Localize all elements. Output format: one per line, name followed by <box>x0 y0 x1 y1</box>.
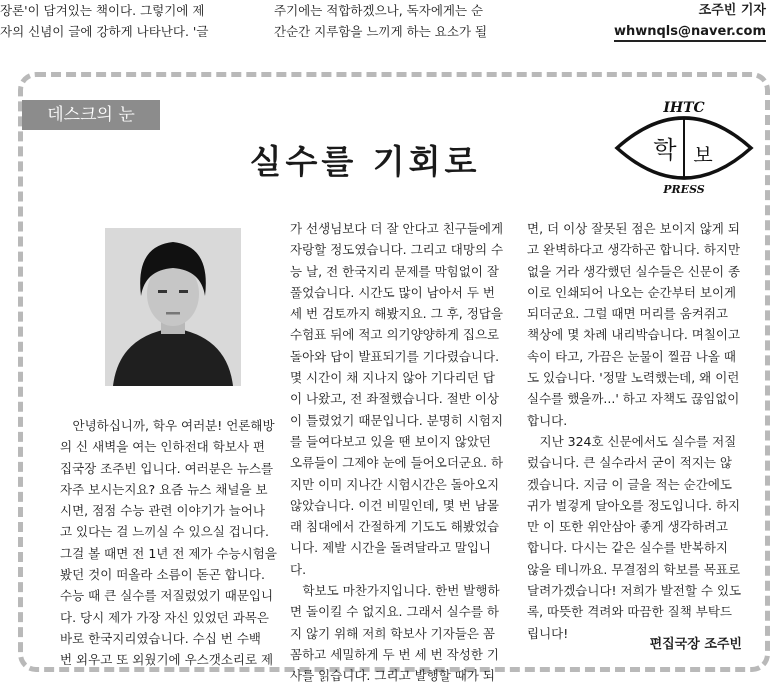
text-line: 속이 타고, 가끔은 눈물이 찔끔 나올 때 <box>527 348 736 364</box>
previous-article-line: 간순간 지루함을 느끼게 하는 요소가 될 <box>274 24 488 39</box>
text-line: 이 틀렸었기 때문입니다. 분명히 시험지 <box>290 412 504 428</box>
text-line: 자주 보시는지요? 요즘 뉴스 채널을 보 <box>60 481 268 497</box>
text-line: 를 들여다보고 있을 땐 보이지 않았던 <box>290 433 491 449</box>
text-line: 만 이 또한 위안삼아 좋게 생각하려고 <box>527 519 728 535</box>
text-line: 풀었습니다. 시간도 많이 남아서 두 번 <box>290 284 495 300</box>
text-line: 되더군요. 그럴 때면 머리를 움켜쥐고 <box>527 306 728 322</box>
previous-article-strip <box>0 0 780 58</box>
text-line: 없을 거라 생각했던 실수들은 신문이 종 <box>527 263 741 279</box>
text-line: 다. 당시 제가 가장 자신 있었던 과목은 <box>60 609 269 625</box>
article-column-2 <box>290 218 512 687</box>
previous-article-line: 장론'이 담겨있는 책이다. 그렇기에 제 <box>0 3 205 18</box>
text-line: 안녕하십니까, 학우 여러분! 언론해방 <box>72 418 275 433</box>
text-line: 몇 시간이 채 지나지 않아 기다리던 답 <box>290 370 495 386</box>
logo-top-text: IHTC <box>663 100 705 116</box>
text-line: 집국장 조주빈 입니다. 여러분은 뉴스를 <box>60 460 274 476</box>
text-line: 면 돌이킬 수 없지요. 그래서 실수를 하 <box>290 604 499 620</box>
text-line: 않을 테니까요. 무결점의 학보를 목표로 <box>527 561 741 577</box>
text-line: 니다. 제발 시간을 돌려달라고 말입니 <box>290 540 491 556</box>
text-line: 다. <box>290 561 307 577</box>
text-line: 지 않기 위해 저희 학보사 기자들은 꼼 <box>290 625 495 641</box>
text-line: 지만 이미 지나간 시험시간은 돌아오지 <box>290 476 500 492</box>
previous-article-line: 자의 신념이 글에 강하게 나타난다. '글 <box>0 24 209 39</box>
article-column-1 <box>60 415 278 671</box>
text-line: 록, 따뜻한 격려와 따끔한 질책 부탁드 <box>527 604 732 620</box>
text-line: 사를 읽습니다. 그리고 발행할 때가 되 <box>290 668 495 684</box>
press-logo <box>609 96 759 200</box>
logo-right-char: 보 <box>693 143 713 167</box>
text-line: 면, 더 이상 잘못된 점은 보이지 않게 되 <box>527 221 740 236</box>
text-line: 지난 324호 신문에서도 실수를 저질 <box>539 433 737 449</box>
previous-article-column-1 <box>0 0 260 42</box>
text-line: 의 신 새벽을 여는 인하전대 학보사 편 <box>60 439 265 455</box>
author-photo <box>105 228 241 386</box>
editor-signature: 편집국장 조주빈 <box>649 637 742 652</box>
text-line: 않았습니다. 이건 비밀인데, 몇 번 남몰 <box>290 497 499 513</box>
text-line: 수험표 뒤에 적고 의기양양하게 집으로 <box>290 327 500 343</box>
text-line: 책상에 몇 차례 내리박습니다. 며칠이고 <box>527 327 741 343</box>
text-line: 그걸 볼 때면 전 1년 전 제가 수능시험을 <box>60 545 277 561</box>
text-line: 달려가겠습니다! 저희가 발전할 수 있도 <box>527 583 742 599</box>
text-line: 도 있습니다. '정말 노력했는데, 왜 이런 <box>527 370 740 386</box>
text-line: 번 외우고 또 외웠기에 우스갯소리로 제 <box>60 652 274 668</box>
text-line: 이로 인쇄되어 나오는 순간부터 보이게 <box>527 284 737 300</box>
text-line: 수능 때 큰 실수를 저질렀었기 때문입니 <box>60 588 274 604</box>
text-line: 꼼하고 세밀하게 두 번 세 번 작성한 기 <box>290 646 499 662</box>
logo-bottom-text: PRESS <box>663 183 705 196</box>
text-line: 세 번 검토까지 해봤지요. 그 후, 정답을 <box>290 306 503 322</box>
reporter-byline <box>614 0 766 42</box>
section-tag: 데스크의 눈 <box>22 100 160 130</box>
text-line: 학보도 마찬가지입니다. 한번 발행하 <box>302 583 500 599</box>
text-line: 이 나왔고, 전 좌절했습니다. 절반 이상 <box>290 391 499 407</box>
text-line: 바로 한국지리였습니다. 수십 번 수백 <box>60 630 261 646</box>
logo-left-char: 학 <box>653 136 677 164</box>
text-line: 시면, 점점 수능 관련 이야기가 늘어나 <box>60 503 265 519</box>
reporter-name: 조주빈 기자 <box>698 3 766 18</box>
text-line: 자랑할 정도였습니다. 그리고 대망의 수 <box>290 242 504 258</box>
text-line: 고 완벽하다고 생각하곤 합니다. 하지만 <box>527 242 741 258</box>
text-line: 오류들이 그제야 눈에 들어오더군요. 하 <box>290 455 504 471</box>
text-line: 가 선생님보다 더 잘 안다고 친구들에게 <box>290 221 504 236</box>
reporter-email[interactable]: whwnqls@naver.com <box>614 24 766 42</box>
text-line: 합니다. <box>527 412 568 428</box>
text-line: 합니다. 다시는 같은 실수를 반복하지 <box>527 540 728 556</box>
text-line: 실수를 했을까...' 하고 자책도 끊임없이 <box>527 391 740 407</box>
text-line: 봤던 것이 떠올라 소름이 돋곤 합니다. <box>60 567 265 583</box>
article-column-3 <box>527 218 745 644</box>
text-line: 귀가 벌겋게 달아오를 정도입니다. 하지 <box>527 497 741 513</box>
text-line: 능 날, 전 한국지리 문제를 막힘없이 잘 <box>290 263 499 279</box>
text-line: 립니다! <box>527 625 569 641</box>
text-line: 고 있다는 걸 느끼실 수 있으실 겁니다. <box>60 524 269 540</box>
article-headline: 실수를 기회로 <box>249 142 481 181</box>
text-line: 래 침대에서 간절하게 기도도 해봤었습 <box>290 519 500 535</box>
text-line: 렀습니다. 큰 실수라서 굳이 적지는 않 <box>527 455 732 471</box>
text-line: 돌아와 답이 발표되기를 기다렸습니다. <box>290 348 500 364</box>
previous-article-line: 주기에는 적합하겠으나, 독자에게는 순 <box>274 3 484 18</box>
text-line: 겠습니다. 지금 이 글을 적는 순간에도 <box>527 476 732 492</box>
previous-article-column-2 <box>274 0 514 42</box>
